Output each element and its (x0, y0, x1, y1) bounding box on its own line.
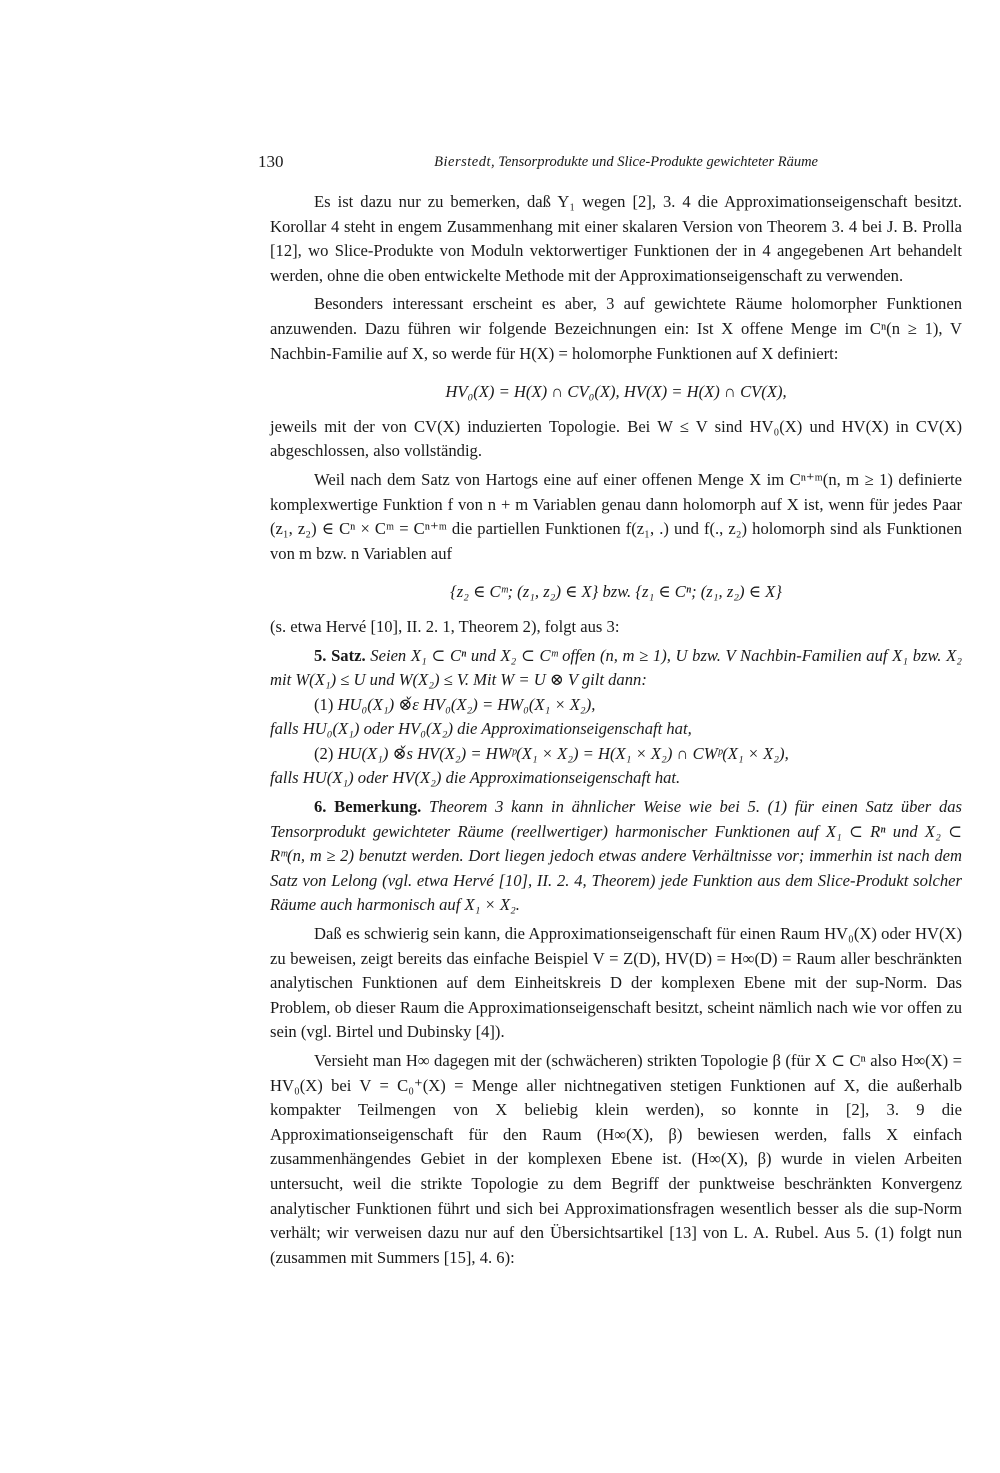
paragraph-2: Besonders interessant erscheint es aber, 3 auf gewichtete Räume holomorpher Funktionen anzuwenden. Dazu führen wir folgende Bezeichnungen ein: Ist X offene Menge im Cⁿ(n ≥ 1), V Nachbin-Familie auf X, so werde für H(X) = holomorphe Funktionen auf X definiert: (270, 294, 962, 363)
satz-5 (270, 644, 962, 693)
equation-sets: {z₂ ∈ Cᵐ; (z₁, z₂) ∈ X} bzw. {z₁ ∈ Cⁿ; (z₁, z₂) ∈ X} (450, 582, 782, 602)
paragraph-3: jeweils mit der von CV(X) induzierten Topologie. Bei W ≤ V sind HV₀(X) und HV(X) in CV(X) abgeschlossen, also vollständig. (270, 416, 962, 461)
paragraph-4: Weil nach dem Satz von Hartogs eine auf einer offenen Menge X im Cⁿ⁺ᵐ(n, m ≥ 1) definierte komplexwertige Funktion f von n + m Variablen genau dann holomorph auf X ist, wenn für jedes Paar (z₁, z₂) ∈ Cⁿ × Cᵐ = Cⁿ⁺ᵐ die partiellen Funktionen f(z₁, .) und f(., z₂) holomorph sind als Funktionen von m bzw. n Variablen auf (270, 469, 962, 563)
running-title-text: , Tensorprodukte und Slice-Produkte gewichteter Räume (491, 154, 818, 170)
bemerkung-6 (270, 795, 962, 918)
paragraph-7: Versieht man H∞ dagegen mit der (schwächeren) strikten Topologie β (für X ⊂ Cⁿ also H∞(X) = HV₀(X) bei V = C₀⁺(X) = Menge aller nichtnegativen stetigen Funktionen auf X, die außerhalb kompakter Teilmengen von X beliebig klein werden), so konnte in [2], 3. 9 die Approximationseigenschaft für den Raum (H∞(X), β) bewiesen werden, falls X einfach zusammenhängendes Gebiet in der komplexen Ebene ist. (H∞(X), β) wurde in vielen Arbeiten untersucht, weil die strikte Topologie zu dem Begriff der punktweise beschränkten Konvergenz analytischer Funktionen führt und sich bei Approximationsfragen wesentlich besser als die sup-Norm verhält; wir verweisen dazu nur auf den Übersichtsartikel [13] von L. A. Rubel. Aus 5. (1) folgt nun (zusammen mit Summers [15], 4. 6): (270, 1051, 962, 1267)
eq-number-1: (1) (314, 694, 334, 714)
satz-eq-2 (270, 742, 962, 767)
eq-2-body: HU(X₁) ⊗̌s HV(X₂) = HWᵖ(X₁ × X₂) = H(X₁ × X₂) ∩ CWᵖ(X₁ × X₂), (337, 743, 789, 763)
running-title (434, 152, 818, 172)
equation-hv: HV₀(X) = H(X) ∩ CV₀(X), HV(X) = H(X) ∩ CV(X), (445, 382, 787, 402)
running-header (258, 152, 818, 172)
page-number: 130 (258, 152, 284, 171)
paragraph-6: Daß es schwierig sein kann, die Approximationseigenschaft für einen Raum HV₀(X) oder HV(X) zu beweisen, zeigt bereits das einfache Beispiel V = Z(D), HV(D) = H∞(D) = Raum aller beschränkten analytischen Funktionen auf dem Einheitskreis D der komplexen Ebene mit der sup-Norm. Das Problem, ob dieser Raum die Approximationseigenschaft besitzt, scheint nämlich nach wie vor offen zu sein (vgl. Birtel und Dubinsky [4]). (270, 924, 962, 1042)
satz-text: Seien X₁ ⊂ Cⁿ und X₂ ⊂ Cᵐ offen (n, m ≥ 1), U bzw. V Nachbin-Familien auf X₁ bzw. X₂ mit W(X₁) ≤ U und W(X₂) ≤ V. Mit W = U ⊗ V gilt dann: (270, 645, 962, 690)
running-author: Bierstedt (434, 154, 491, 170)
satz-eq-1 (270, 693, 962, 718)
eq-1-body: HU₀(X₁) ⊗̌ε HV₀(X₂) = HW₀(X₁ × X₂), (337, 694, 596, 714)
paragraph-5: (s. etwa Hervé [10], II. 2. 1, Theorem 2), folgt aus 3: (270, 616, 620, 636)
bemerkung-text: Theorem 3 kann in ähnlicher Weise wie bei 5. (1) für einen Satz über das Tensorprodukt gewichteter Räume (reellwertiger) harmonischer Funktionen auf X₁ ⊂ Rⁿ und X₂ ⊂ Rᵐ(n, m ≥ 2) benutzt werden. Dort liegen jedoch etwas andere Verhältnisse vor; immerhin ist nach dem Satz von Lelong (vgl. etwa Hervé [10], II. 2. 4, Theorem) jede Funktion aus dem Slice-Produkt solcher Räume auch harmonisch auf X₁ × X₂. (270, 797, 962, 915)
bemerkung-label: 6. Bemerkung. (314, 797, 422, 817)
main-text (270, 190, 962, 1270)
satz-label: 5. Satz. (314, 645, 366, 665)
satz-eq-2-condition: falls HU(X₁) oder HV(X₂) die Approximationseigenschaft hat. (270, 768, 681, 788)
eq-number-2: (2) (314, 743, 334, 763)
paragraph-1: Es ist dazu nur zu bemerken, daß Y₁ wegen [2], 3. 4 die Approximationseigenschaft besitzt. Korollar 4 steht in engem Zusammenhang mit einer skalaren Version von Theorem 3. 4 bei J. B. Prolla [12], wo Slice-Produkte von Moduln vektorwertiger Funktionen der in 4 angegebenen Art behandelt werden, ohne die oben entwickelte Methode mit der Approximationseigenschaft zu verwenden. (270, 192, 962, 285)
satz-eq-1-condition: falls HU₀(X₁) oder HV₀(X₂) die Approximationseigenschaft hat, (270, 719, 692, 739)
